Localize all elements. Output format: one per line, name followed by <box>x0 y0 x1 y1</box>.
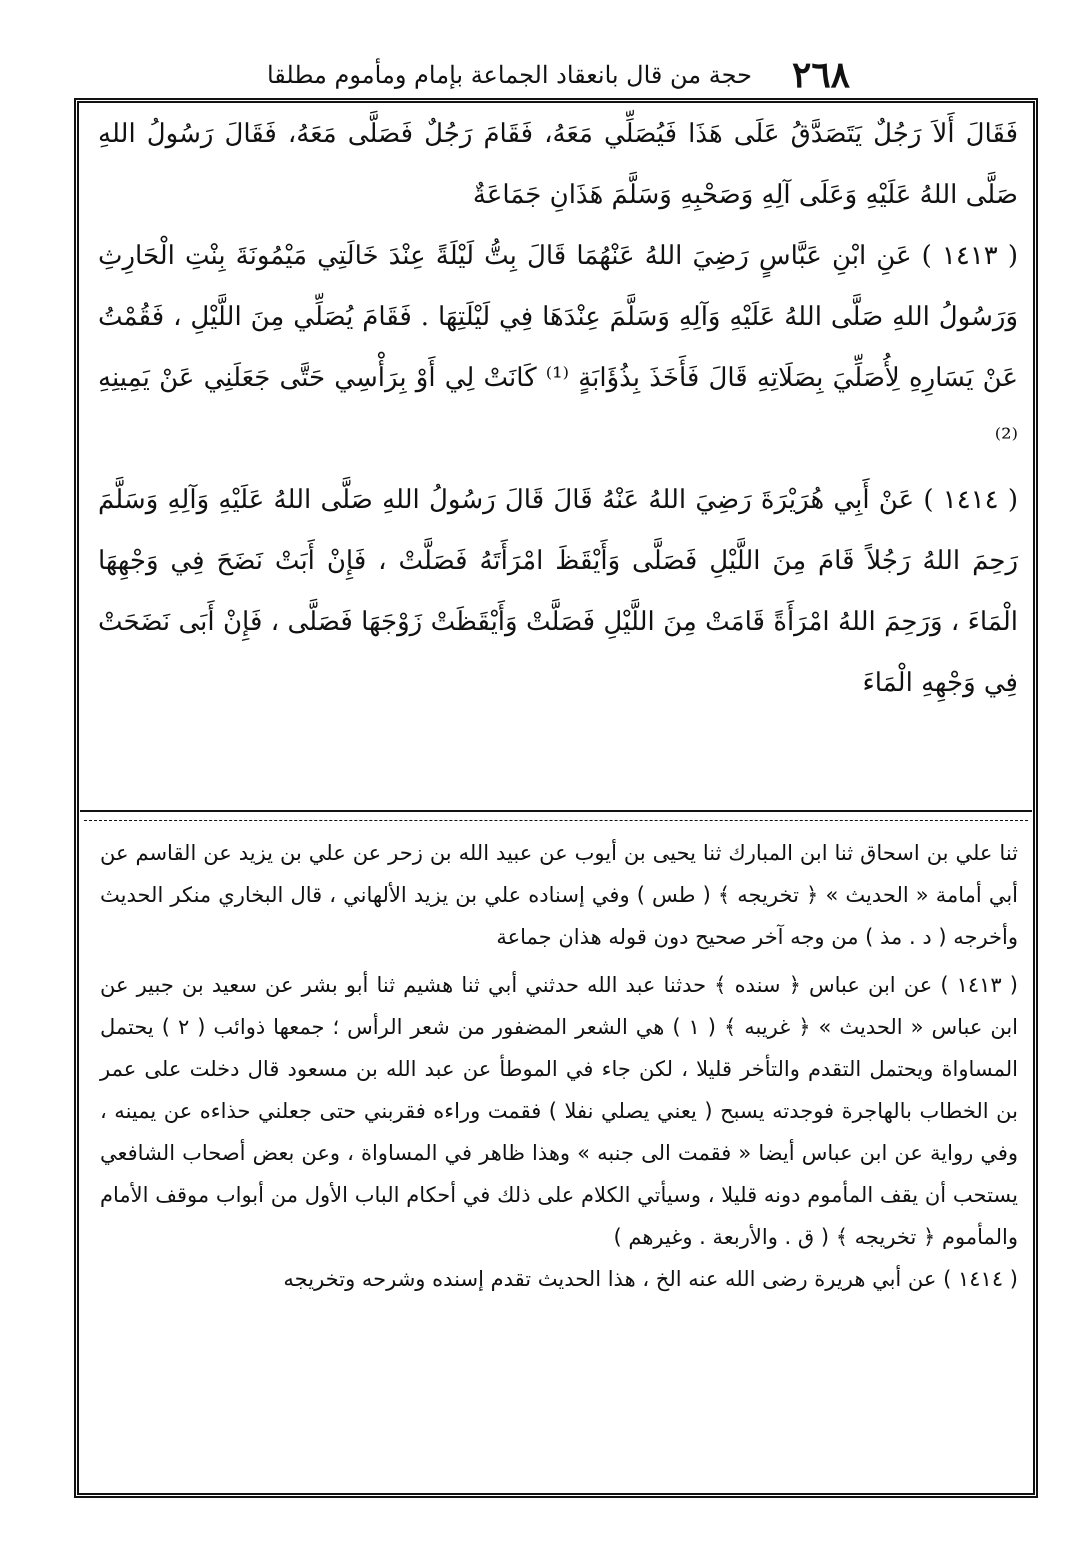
footnotes <box>100 832 1018 1300</box>
main-paragraph: فَقَالَ أَلاَ رَجُلٌ يَتَصَدَّقُ عَلَى هَذَا فَيُصَلِّي مَعَهُ، فَقَامَ رَجُلٌ فَصَلَّى مَعَهُ، فَقَالَ رَسُولُ اللهِ صَلَّى اللهُ عَلَيْهِ وَعَلَى آلِهِ وَصَحْبِهِ وَسَلَّمَ هَذَانِ جَمَاعَةٌ <box>98 119 1018 210</box>
page-header <box>250 52 850 98</box>
page-number: ٢٦٨ <box>791 54 850 96</box>
footnote-paragraph: ثنا علي بن اسحاق ثنا ابن المبارك ثنا يحيى بن أيوب عن عبيد الله بن زحر عن علي بن يزيد عن القاسم عن أبي أمامة « الحديث » ﴿ تخريجه ﴾ ( طس ) وفي إسناده علي بن يزيد الألهاني ، قال البخاري منكر الحديث وأخرجه ( د . مذ ) من وجه آخر صحيح دون قوله هذان جماعة <box>100 841 1018 949</box>
hadith-1413: ( ١٤١٣ ) عَنِ ابْنِ عَبَّاسٍ رَضِيَ اللهُ عَنْهُمَا قَالَ بِتُّ لَيْلَةً عِنْدَ خَالَتِي مَيْمُونَةَ بِنْتِ الْحَارِثِ وَرَسُولُ اللهِ صَلَّى اللهُ عَلَيْهِ وَآلِهِ وَسَلَّمَ عِنْدَهَا فِي لَيْلَتِهَا . فَقَامَ يُصَلِّي مِنَ اللَّيْلِ ، فَقُمْتُ عَنْ يَسَارِهِ لِأُصَلِّيَ بِصَلَاتِهِ قَالَ فَأَخَذَ بِذُؤَابَةٍ ⁽¹⁾ كَانَتْ لِي أَوْ بِرَأْسِي حَتَّى جَعَلَنِي عَنْ يَمِينِهِ ⁽²⁾ <box>98 241 1018 454</box>
hadith-1414: ( ١٤١٤ ) عَنْ أَبِي هُرَيْرَةَ رَضِيَ اللهُ عَنْهُ قَالَ قَالَ رَسُولُ اللهِ صَلَّى اللهُ عَلَيْهِ وَآلِهِ وَسَلَّمَ رَحِمَ اللهُ رَجُلاً قَامَ مِنَ اللَّيْلِ فَصَلَّى وَأَيْقَظَ امْرَأَتَهُ فَصَلَّتْ ، فَإِنْ أَبَتْ نَضَحَ فِي وَجْهِهَا الْمَاءَ ، وَرَحِمَ اللهُ امْرَأَةً قَامَتْ مِنَ اللَّيْلِ فَصَلَّتْ وَأَيْقَظَتْ زَوْجَهَا فَصَلَّى ، فَإِنْ أَبَى نَضَحَتْ فِي وَجْهِهِ الْمَاءَ <box>98 485 1018 698</box>
footnote-1414: ( ١٤١٤ ) عن أبي هريرة رضى الله عنه الخ ، هذا الحديث تقدم إسنده وشرحه وتخريجه <box>283 1267 1018 1291</box>
divider-line <box>80 810 1032 812</box>
running-title: حجة من قال بانعقاد الجماعة بإمام ومأموم مطلقا <box>266 61 752 89</box>
divider-dashed-line <box>84 820 1028 821</box>
footnote-1413: ( ١٤١٣ ) عن ابن عباس ﴿ سنده ﴾ حدثنا عبد الله حدثني أبي ثنا هشيم ثنا أبو بشر عن سعيد بن جبير عن ابن عباس « الحديث » ﴿ غريبه ﴾ ( ١ ) هي الشعر المضفور من شعر الرأس ؛ جمعها ذوائب ( ٢ ) يحتمل المساواة ويحتمل التقدم والتأخر قليلا ، لكن جاء في الموطأ عن عبد الله بن مسعود قال دخلت على عمر بن الخطاب بالهاجرة فوجدته يسبح ( يعني يصلي نفلا ) فقمت وراءه فقربني حتى جعلني حذاءه عن يمينه ، وفي رواية عن ابن عباس أيضا « فقمت الى جنبه » وهذا ظاهر في المساواة ، وعن بعض أصحاب الشافعي يستحب أن يقف المأموم دونه قليلا ، وسيأتي الكلام على ذلك في أحكام الباب الأول من أبواب موقف الأمام والمأموم ﴿ تخريجه ﴾ ( ق . والأربعة . وغيرهم ) <box>100 973 1018 1249</box>
main-text <box>98 104 1018 714</box>
